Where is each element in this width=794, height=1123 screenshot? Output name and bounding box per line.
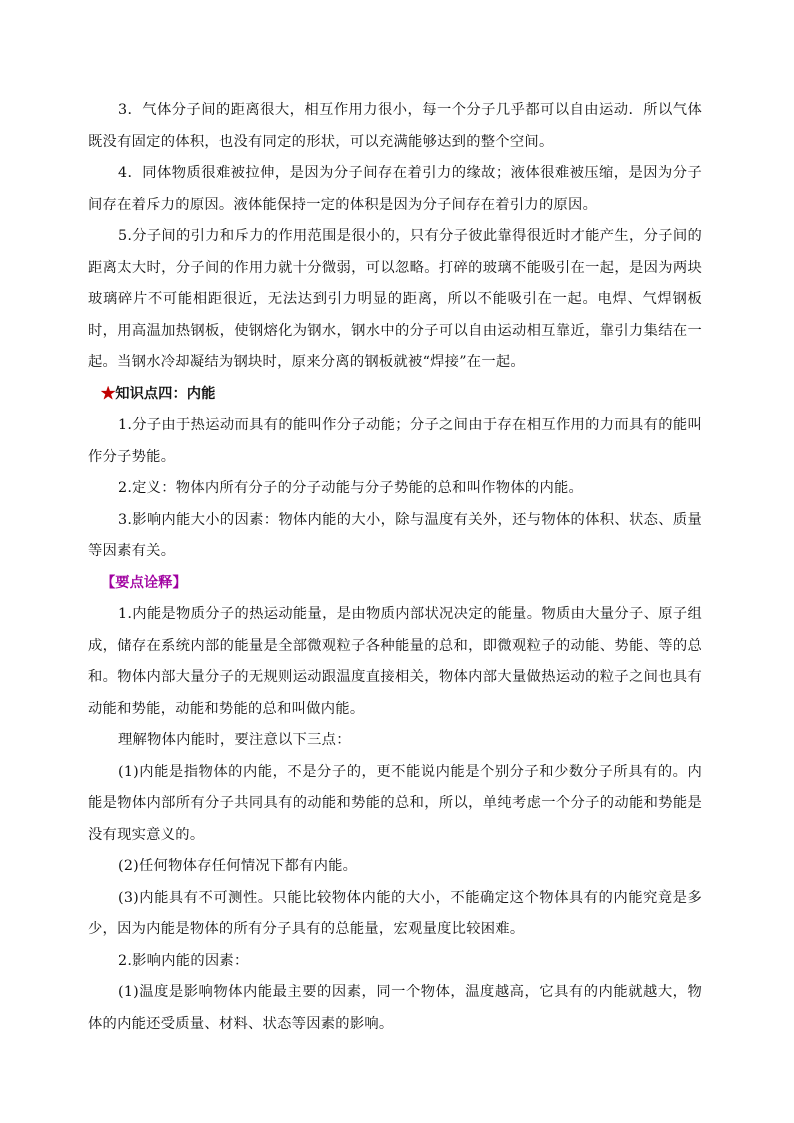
paragraph-internal-energy: 1.内能是物质分子的热运动能量，是由物质内部状况决定的能量。物质由大量分子、原子组成，储存在系统内部的能量是全部微观粒子各种能量的总和，即微观粒子的动能、势能、等的总和。物体内部大量分子的无规则运动跟温度直接相关，物体内部大量做热运动的粒子之间也具有动能和势能，动能和势能的总和叫做内能。 xyxy=(88,606,702,717)
paragraph-molecular-energy: 1.分子由于热运动而具有的能叫作分子动能；分子之间由于存在相互作用的力而具有的能叫作分子势能。 xyxy=(88,417,702,465)
paragraph-solid-liquid: 4．同体物质很难被拉伸，是因为分子间存在着引力的缘故；液体很难被压缩，是因为分子间存在着斥力的原因。液体能保持一定的体积是因为分子间存在着引力的原因。 xyxy=(88,165,702,213)
key-points-heading xyxy=(88,568,702,600)
heading-knowledge-point-4 xyxy=(88,379,702,411)
star-icon: ★ xyxy=(101,385,116,402)
paragraph-three-points-intro: 理解物体内能时，要注意以下三点： xyxy=(118,732,351,748)
paragraph-influencing-factors: 2.影响内能的因素： xyxy=(118,952,249,969)
paragraph-point-2: (2)任何物体存任何情况下都有内能。 xyxy=(118,858,358,874)
paragraph-force-range: 5.分子间的引力和斥力的作用范围是很小的，只有分子彼此靠得很近时才能产生，分子间的距离太大时，分子间的作用力就十分微弱，可以忽略。打碎的玻璃不能吸引在一起，是因为两块玻璃碎片不可能相距很近，无法达到引力明显的距离，所以不能吸引在一起。电焊、气焊钢板时，用高温加热钢板，使钢熔化为钢水，钢水中的分子可以自由运动相互靠近，靠引力集结在一起。当钢水冷却凝结为钢块时，原来分离的钢板就被“焊接”在一起。 xyxy=(88,228,702,370)
heading-text: 知识点四：内能 xyxy=(115,385,216,402)
paragraph-definition: 2.定义：物体内所有分子的分子动能与分子势能的总和叫作物体的内能。 xyxy=(118,480,584,496)
paragraph-point-1: (1)内能是指物体的内能，不是分子的，更不能说内能是个别分子和少数分子所具有的。内能是物体内部所有分子共同具有的动能和势能的总和，所以，单纯考虑一个分子的动能和势能是没有现实意义的。 xyxy=(88,763,702,843)
paragraph-point-3: (3)内能具有不可测性。只能比较物体内能的大小，不能确定这个物体具有的内能究竟是多少，因为内能是物体的所有分子具有的总能量，宏观量度比较困难。 xyxy=(88,889,702,937)
paragraph-temperature: (1)温度是影响物体内能最主要的因素，同一个物体，温度越高，它具有的内能就越大，物体的内能还受质量、材料、状态等因素的影响。 xyxy=(88,984,702,1032)
key-points-label: 【要点诠释】 xyxy=(101,574,187,591)
paragraph-gas-molecules: 3．气体分子间的距离很大，相互作用力很小，每一个分子几乎都可以自由运动．所以气体既没有固定的体积，也没有同定的形状，可以充满能够达到的整个空间。 xyxy=(88,102,702,150)
paragraph-factors: 3.影响内能大小的因素：物体内能的大小，除与温度有关外，还与物体的体积、状态、质量等因素有关。 xyxy=(88,511,702,559)
